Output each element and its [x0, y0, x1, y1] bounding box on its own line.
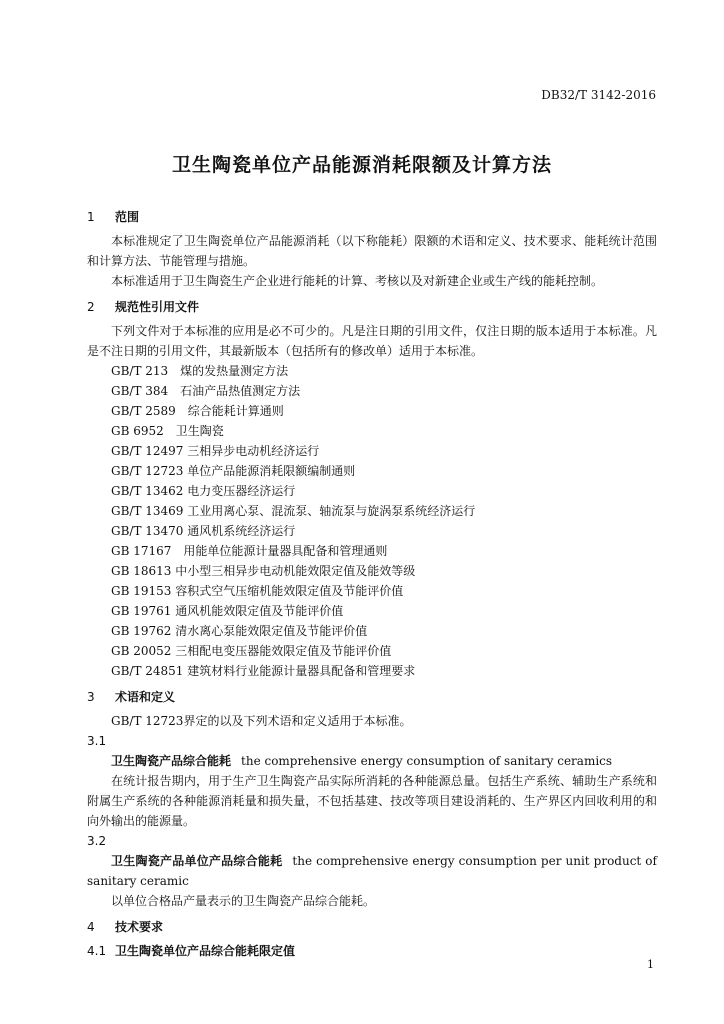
term-definition: 在统计报告期内，用于生产卫生陶瓷产品实际所消耗的各种能源总量。包括生产系统、辅助生产系统和附属生产系统的各种能源消耗量和损失量，不包括基建、技改等项目建设消耗的、生产界区内回收利用的和向外输出的能源量。: [87, 774, 657, 828]
term-chinese: 卫生陶瓷产品综合能耗: [111, 754, 232, 768]
reference-item: GB 6952 卫生陶瓷: [111, 424, 224, 438]
terms-intro: GB/T 12723界定的以及下列术语和定义适用于本标准。: [111, 714, 412, 728]
reference-item: GB/T 13469 工业用离心泵、混流泵、轴流泵与旋涡泵系统经济运行: [111, 504, 476, 518]
section-title: 术语和定义: [115, 690, 176, 704]
section-number: 4: [87, 920, 95, 934]
reference-item: GB 18613 中小型三相异步电动机能效限定值及能效等级: [111, 564, 416, 578]
reference-item: GB/T 2589 综合能耗计算通则: [111, 404, 284, 418]
reference-item: GB 17167 用能单位能源计量器具配备和管理通则: [111, 544, 388, 558]
subsection-4-1-heading: [87, 941, 657, 961]
term-number: 3.1: [87, 734, 107, 748]
term-entry: [87, 851, 657, 891]
reference-item: GB/T 12723 单位产品能源消耗限额编制通则: [111, 464, 356, 478]
reference-item: GB/T 384 石油产品热值测定方法: [111, 384, 301, 398]
reference-list: [87, 361, 657, 681]
section-title: 技术要求: [115, 920, 164, 934]
term-number: 3.2: [87, 834, 107, 848]
reference-item: GB/T 13470 通风机系统经济运行: [111, 524, 296, 538]
section-4-heading: [87, 917, 657, 937]
section-number: 2: [87, 300, 95, 314]
reference-item: GB 20052 三相配电变压器能效限定值及节能评价值: [111, 644, 392, 658]
reference-item: GB/T 213 煤的发热量测定方法: [111, 364, 289, 378]
term-english: the comprehensive energy consumption of sanitary ceramics: [241, 754, 613, 768]
reference-item: GB 19153 容积式空气压缩机能效限定值及节能评价值: [111, 584, 404, 598]
references-intro: 下列文件对于本标准的应用是必不可少的。凡是注日期的引用文件，仅注日期的版本适用于本标准。凡是不注日期的引用文件，其最新版本（包括所有的修改单）适用于本标准。: [87, 324, 657, 358]
subsection-number: 4.1: [87, 944, 107, 958]
scope-paragraph-2: 本标准适用于卫生陶瓷生产企业进行能耗的计算、考核以及对新建企业或生产线的能耗控制。: [111, 274, 604, 288]
section-1-heading: [87, 207, 657, 227]
reference-item: GB 19761 通风机能效限定值及节能评价值: [111, 604, 344, 618]
document-body: [87, 207, 657, 961]
reference-item: GB 19762 清水离心泵能效限定值及节能评价值: [111, 624, 368, 638]
page-number: 1: [647, 958, 654, 971]
section-title: 规范性引用文件: [115, 300, 200, 314]
section-title: 范围: [115, 210, 140, 224]
document-title: 卫生陶瓷单位产品能源消耗限额及计算方法: [171, 154, 552, 176]
section-2-heading: [87, 297, 657, 317]
reference-item: GB/T 12497 三相异步电动机经济运行: [111, 444, 320, 458]
section-number: 3: [87, 690, 95, 704]
term-entry: [87, 751, 657, 771]
standard-code: DB32/T 3142-2016: [541, 88, 656, 102]
reference-item: GB/T 24851 建筑材料行业能源计量器具配备和管理要求: [111, 664, 416, 678]
term-chinese: 卫生陶瓷产品单位产品综合能耗: [111, 854, 283, 868]
section-3-heading: [87, 687, 657, 707]
scope-paragraph-1: 本标准规定了卫生陶瓷单位产品能源消耗（以下称能耗）限额的术语和定义、技术要求、能耗统计范围和计算方法、节能管理与措施。: [87, 234, 657, 268]
section-number: 1: [87, 210, 95, 224]
term-definition: 以单位合格品产量表示的卫生陶瓷产品综合能耗。: [111, 894, 376, 908]
subsection-title: 卫生陶瓷单位产品综合能耗限定值: [115, 944, 296, 958]
reference-item: GB/T 13462 电力变压器经济运行: [111, 484, 296, 498]
term-english: the comprehensive energy consumption per unit product of sanitary ceramic: [87, 854, 657, 888]
